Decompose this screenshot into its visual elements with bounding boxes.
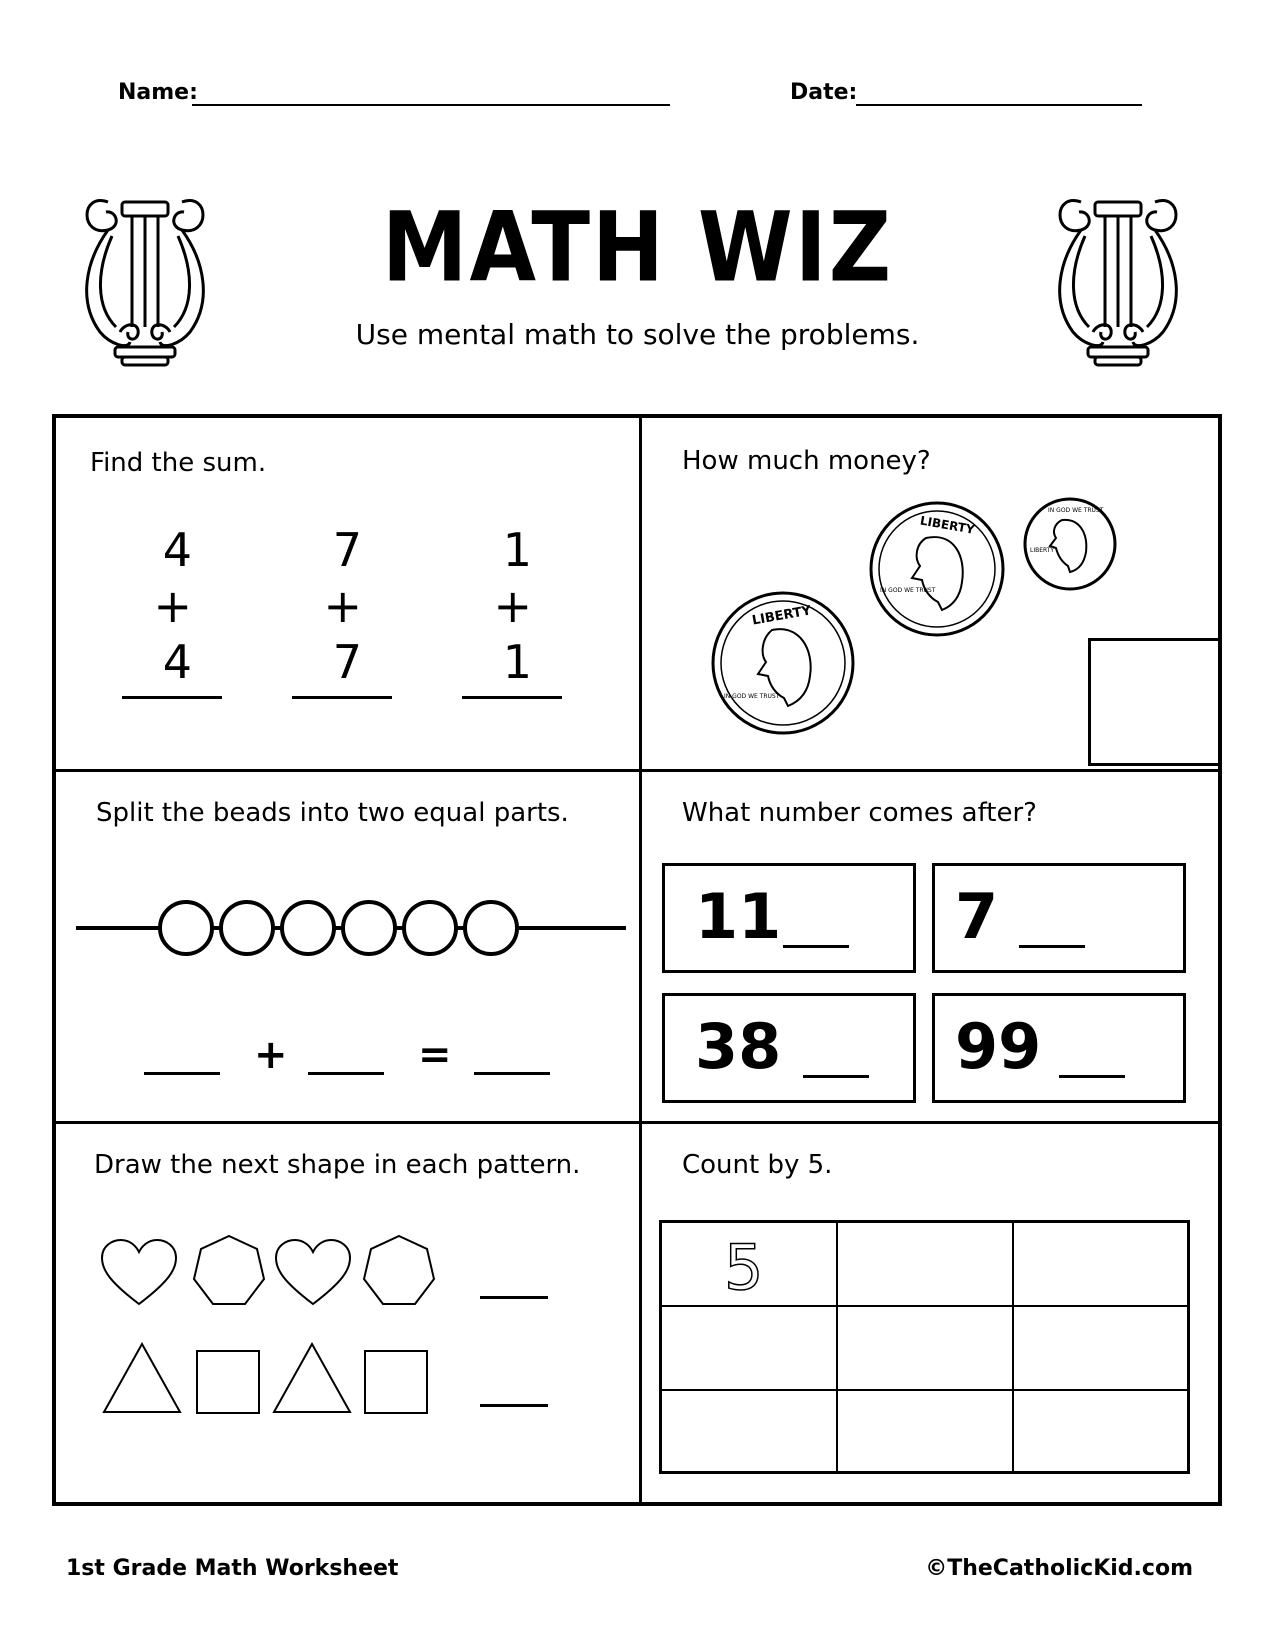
coin-text: IN GOD WE TRUST [1048,507,1104,514]
quarter-coin-icon [710,590,856,736]
date-line[interactable] [856,104,1142,106]
answer-line[interactable] [1019,945,1085,948]
sum-top: 4 [162,523,192,577]
sum-problem [292,522,392,699]
sum-bottom: + 4 [153,579,192,689]
heptagon-icon [192,1234,266,1308]
after-title: What number comes after? [682,798,1037,828]
number-box [932,993,1186,1103]
count-cell[interactable] [662,1223,838,1307]
count-grid [659,1220,1190,1474]
grid-divider [639,418,642,1502]
number-value: 11 [695,880,782,953]
heptagon-icon [362,1234,436,1308]
triangle-icon [102,1342,182,1414]
bead [221,902,273,954]
sum-top: 1 [502,523,532,577]
count-cell[interactable] [1014,1223,1187,1307]
number-box [662,863,916,973]
money-title: How much money? [682,446,931,476]
footer-right: ©TheCatholicKid.com [925,1556,1193,1581]
answer-line[interactable] [783,945,849,948]
number-value: 99 [955,1010,1042,1083]
penny-coin-icon [1022,496,1118,592]
number-box [932,863,1186,973]
bead-string [76,898,626,958]
sum-problem [122,522,222,699]
quarter-coin-icon [868,500,1006,638]
pattern-title: Draw the next shape in each pattern. [94,1150,581,1180]
bead [282,902,334,954]
square-icon [364,1350,428,1414]
grid-divider [56,1121,1218,1124]
sum-title: Find the sum. [90,448,267,478]
answer-line[interactable] [308,1072,384,1075]
equals-sign: = [418,1032,452,1078]
coin-text: LIBERTY [1030,547,1055,554]
sum-problem [462,522,562,699]
count-cell[interactable] [1014,1391,1187,1471]
coin-text: IN GOD WE TRUST [724,693,780,700]
sum-bottom: + 1 [493,579,532,689]
answer-line[interactable] [462,696,562,699]
bead [465,902,517,954]
square-icon [196,1350,260,1414]
count-title: Count by 5. [682,1150,833,1180]
count-cell[interactable] [1014,1307,1187,1391]
heart-icon [274,1238,352,1308]
count-cell[interactable] [838,1307,1014,1391]
count-cell[interactable] [838,1391,1014,1471]
answer-line[interactable] [292,696,392,699]
bead [343,902,395,954]
answer-line[interactable] [144,1072,220,1075]
grid-divider [56,769,1218,772]
number-box [662,993,916,1103]
page-title: MATH WIZ [381,192,894,304]
name-line[interactable] [192,104,670,106]
answer-line[interactable] [474,1072,550,1075]
coin-text: IN GOD WE TRUST [880,587,936,594]
sum-top: 7 [332,523,362,577]
count-cell[interactable] [662,1307,838,1391]
answer-line[interactable] [1059,1075,1125,1078]
heart-icon [100,1238,178,1308]
answer-line[interactable] [480,1296,548,1299]
answer-line[interactable] [803,1075,869,1078]
bead [160,902,212,954]
number-value: 38 [695,1010,782,1083]
date-label: Date: [790,80,858,105]
instructions: Use mental math to solve the problems. [355,318,920,351]
footer-left: 1st Grade Math Worksheet [66,1556,399,1581]
count-cell[interactable] [838,1223,1014,1307]
answer-line[interactable] [480,1404,548,1407]
count-first-value: 5 [724,1231,764,1304]
triangle-icon [272,1342,352,1414]
plus-sign: + [254,1032,288,1078]
beads-title: Split the beads into two equal parts. [96,798,569,828]
money-answer-box[interactable] [1088,638,1218,766]
coin-text: LIBERTY [918,513,976,537]
number-value: 7 [955,880,999,953]
count-cell[interactable] [662,1391,838,1471]
coin-text: LIBERTY [750,603,813,629]
bead [404,902,456,954]
name-label: Name: [118,80,198,105]
sum-bottom: + 7 [323,579,362,689]
answer-line[interactable] [122,696,222,699]
